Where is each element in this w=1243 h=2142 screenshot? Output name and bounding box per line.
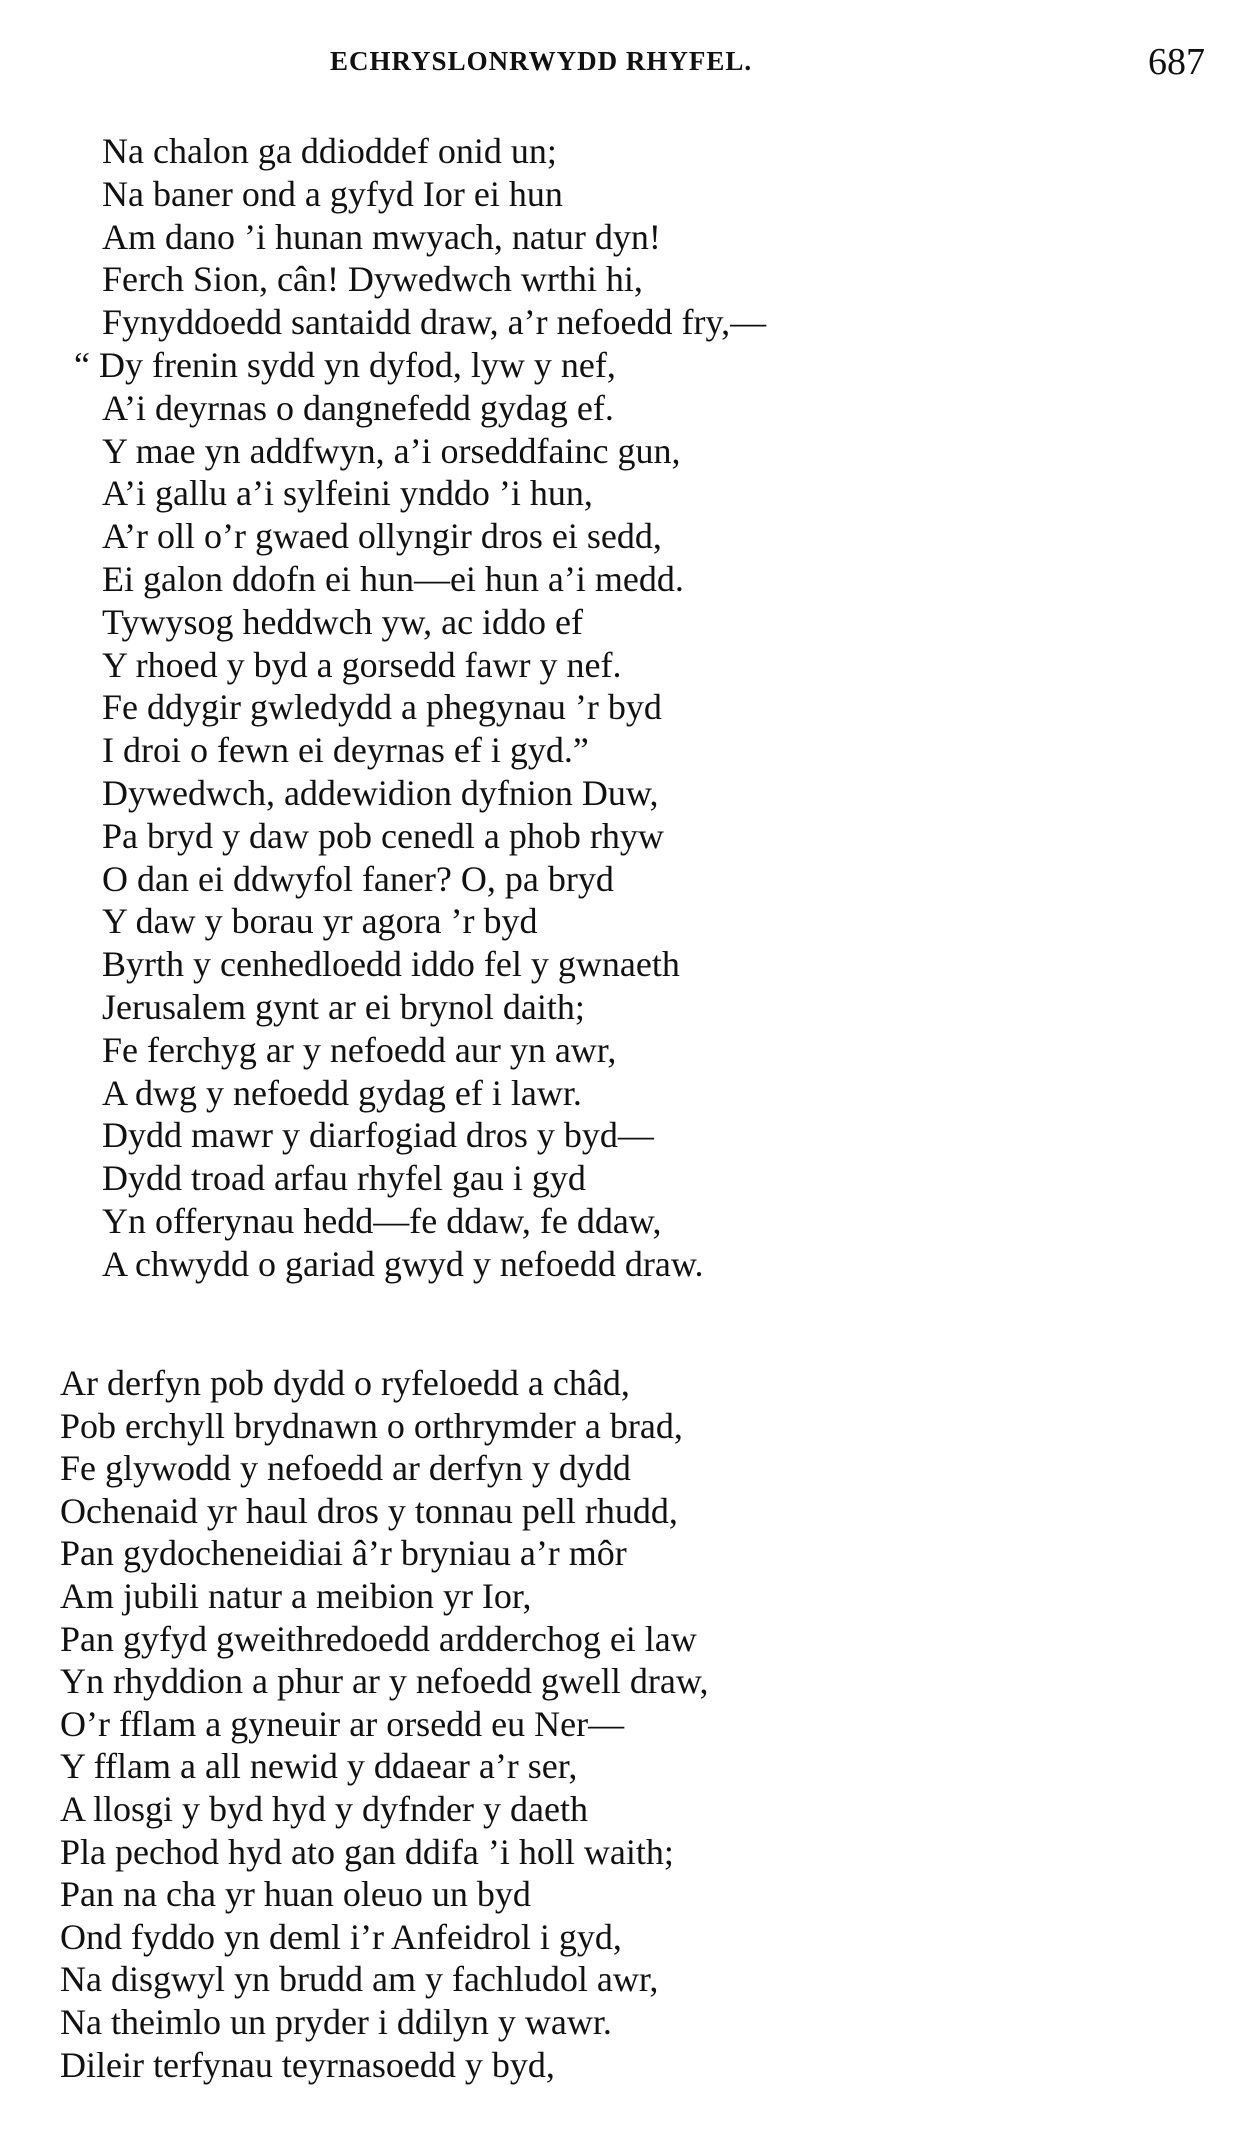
verse-line: Ferch Sion, cân! Dywedwch wrthi hi, xyxy=(102,259,643,300)
verse-line: Ochenaid yr haul dros y tonnau pell rhudd, xyxy=(60,1490,678,1531)
verse-line: Na chalon ga ddioddef onid un; xyxy=(102,131,557,171)
verse-line: Na theimlo un pryder i ddilyn y wawr. xyxy=(60,2001,612,2042)
verse-line: Ar derfyn pob dydd o ryfeloedd a châd, xyxy=(60,1363,630,1403)
verse-line: Fe glywodd y nefoedd ar derfyn y dydd xyxy=(60,1448,631,1489)
verse-line: A chwydd o gariad gwyd y nefoedd draw. xyxy=(102,1243,704,1284)
verse-line: Y mae yn addfwyn, a’i orseddfainc gun, xyxy=(102,430,681,471)
verse-line: Na disgwyl yn brudd am y fachludol awr, xyxy=(60,1959,659,2000)
verse-line: I droi o fewn ei deyrnas ef i gyd.” xyxy=(102,730,589,771)
verse-line: O dan ei ddwyfol faner? O, pa bryd xyxy=(102,858,614,899)
verse-line: Dydd mawr y diarfogiad dros y byd— xyxy=(102,1115,654,1156)
verse-line: Byrth y cenhedloedd iddo fel y gwnaeth xyxy=(102,944,680,985)
verse-line: “ Dy frenin sydd yn dyfod, lyw y nef, xyxy=(74,344,616,385)
verse-line: A’i gallu a’i sylfeini ynddo ’i hun, xyxy=(102,473,593,514)
verse-line: Na baner ond a gyfyd Ior ei hun xyxy=(102,173,563,214)
verse-line: Ei galon ddofn ei hun—ei hun a’i medd. xyxy=(102,558,684,599)
verse-line: Pa bryd y daw pob cenedl a phob rhyw xyxy=(102,815,664,856)
verse-line: Am jubili natur a meibion yr Ior, xyxy=(60,1575,532,1616)
verse-line: Pob erchyll brydnawn o orthrymder a brad, xyxy=(60,1405,683,1446)
poem-stanza-2 xyxy=(60,1362,708,2086)
verse-line: Yn offerynau hedd—fe ddaw, fe ddaw, xyxy=(102,1200,662,1241)
verse-line: Am dano ’i hunan mwyach, natur dyn! xyxy=(102,216,661,257)
running-head: ECHRYSLONRWYDD RHYFEL. xyxy=(330,46,753,76)
verse-line: Yn rhyddion a phur ar y nefoedd gwell draw, xyxy=(60,1661,709,1702)
verse-line: Fynyddoedd santaidd draw, a’r nefoedd fry,— xyxy=(102,302,767,343)
verse-line: Dywedwch, addewidion dyfnion Duw, xyxy=(102,772,659,813)
verse-line: Tywysog heddwch yw, ac iddo ef xyxy=(102,601,584,642)
verse-line: Y rhoed y byd a gorsedd fawr y nef. xyxy=(102,644,622,685)
verse-line: Y daw y borau yr agora ’r byd xyxy=(102,901,538,942)
verse-line: Fe ddygir gwledydd a phegynau ’r byd xyxy=(102,687,662,728)
verse-line: Pan gydocheneidiai â’r bryniau a’r môr xyxy=(60,1533,627,1574)
verse-line: Dydd troad arfau rhyfel gau i gyd xyxy=(102,1158,586,1199)
verse-line: Fe ferchyg ar y nefoedd aur yn awr, xyxy=(102,1029,617,1070)
verse-line: Dileir terfynau teyrnasoedd y byd, xyxy=(60,2044,555,2085)
verse-line: O’r fflam a gyneuir ar orsedd eu Ner— xyxy=(60,1703,625,1744)
verse-line: A dwg y nefoedd gydag ef i lawr. xyxy=(102,1072,582,1113)
verse-line: Pla pechod hyd ato gan ddifa ’i holl waith; xyxy=(60,1831,674,1872)
verse-line: A’r oll o’r gwaed ollyngir dros ei sedd, xyxy=(102,516,662,557)
page-number: 687 xyxy=(1148,41,1205,83)
poem-stanza-1 xyxy=(74,130,767,1286)
verse-line: Jerusalem gynt ar ei brynol daith; xyxy=(102,986,585,1027)
verse-line: Ond fyddo yn deml i’r Anfeidrol i gyd, xyxy=(60,1916,622,1957)
verse-line: A’i deyrnas o dangnefedd gydag ef. xyxy=(102,387,614,428)
verse-line: A llosgi y byd hyd y dyfnder y daeth xyxy=(60,1788,588,1829)
verse-line: Pan na cha yr huan oleuo un byd xyxy=(60,1874,531,1915)
verse-line: Pan gyfyd gweithredoedd ardderchog ei law xyxy=(60,1618,697,1659)
verse-line: Y fflam a all newid y ddaear a’r ser, xyxy=(60,1746,578,1787)
